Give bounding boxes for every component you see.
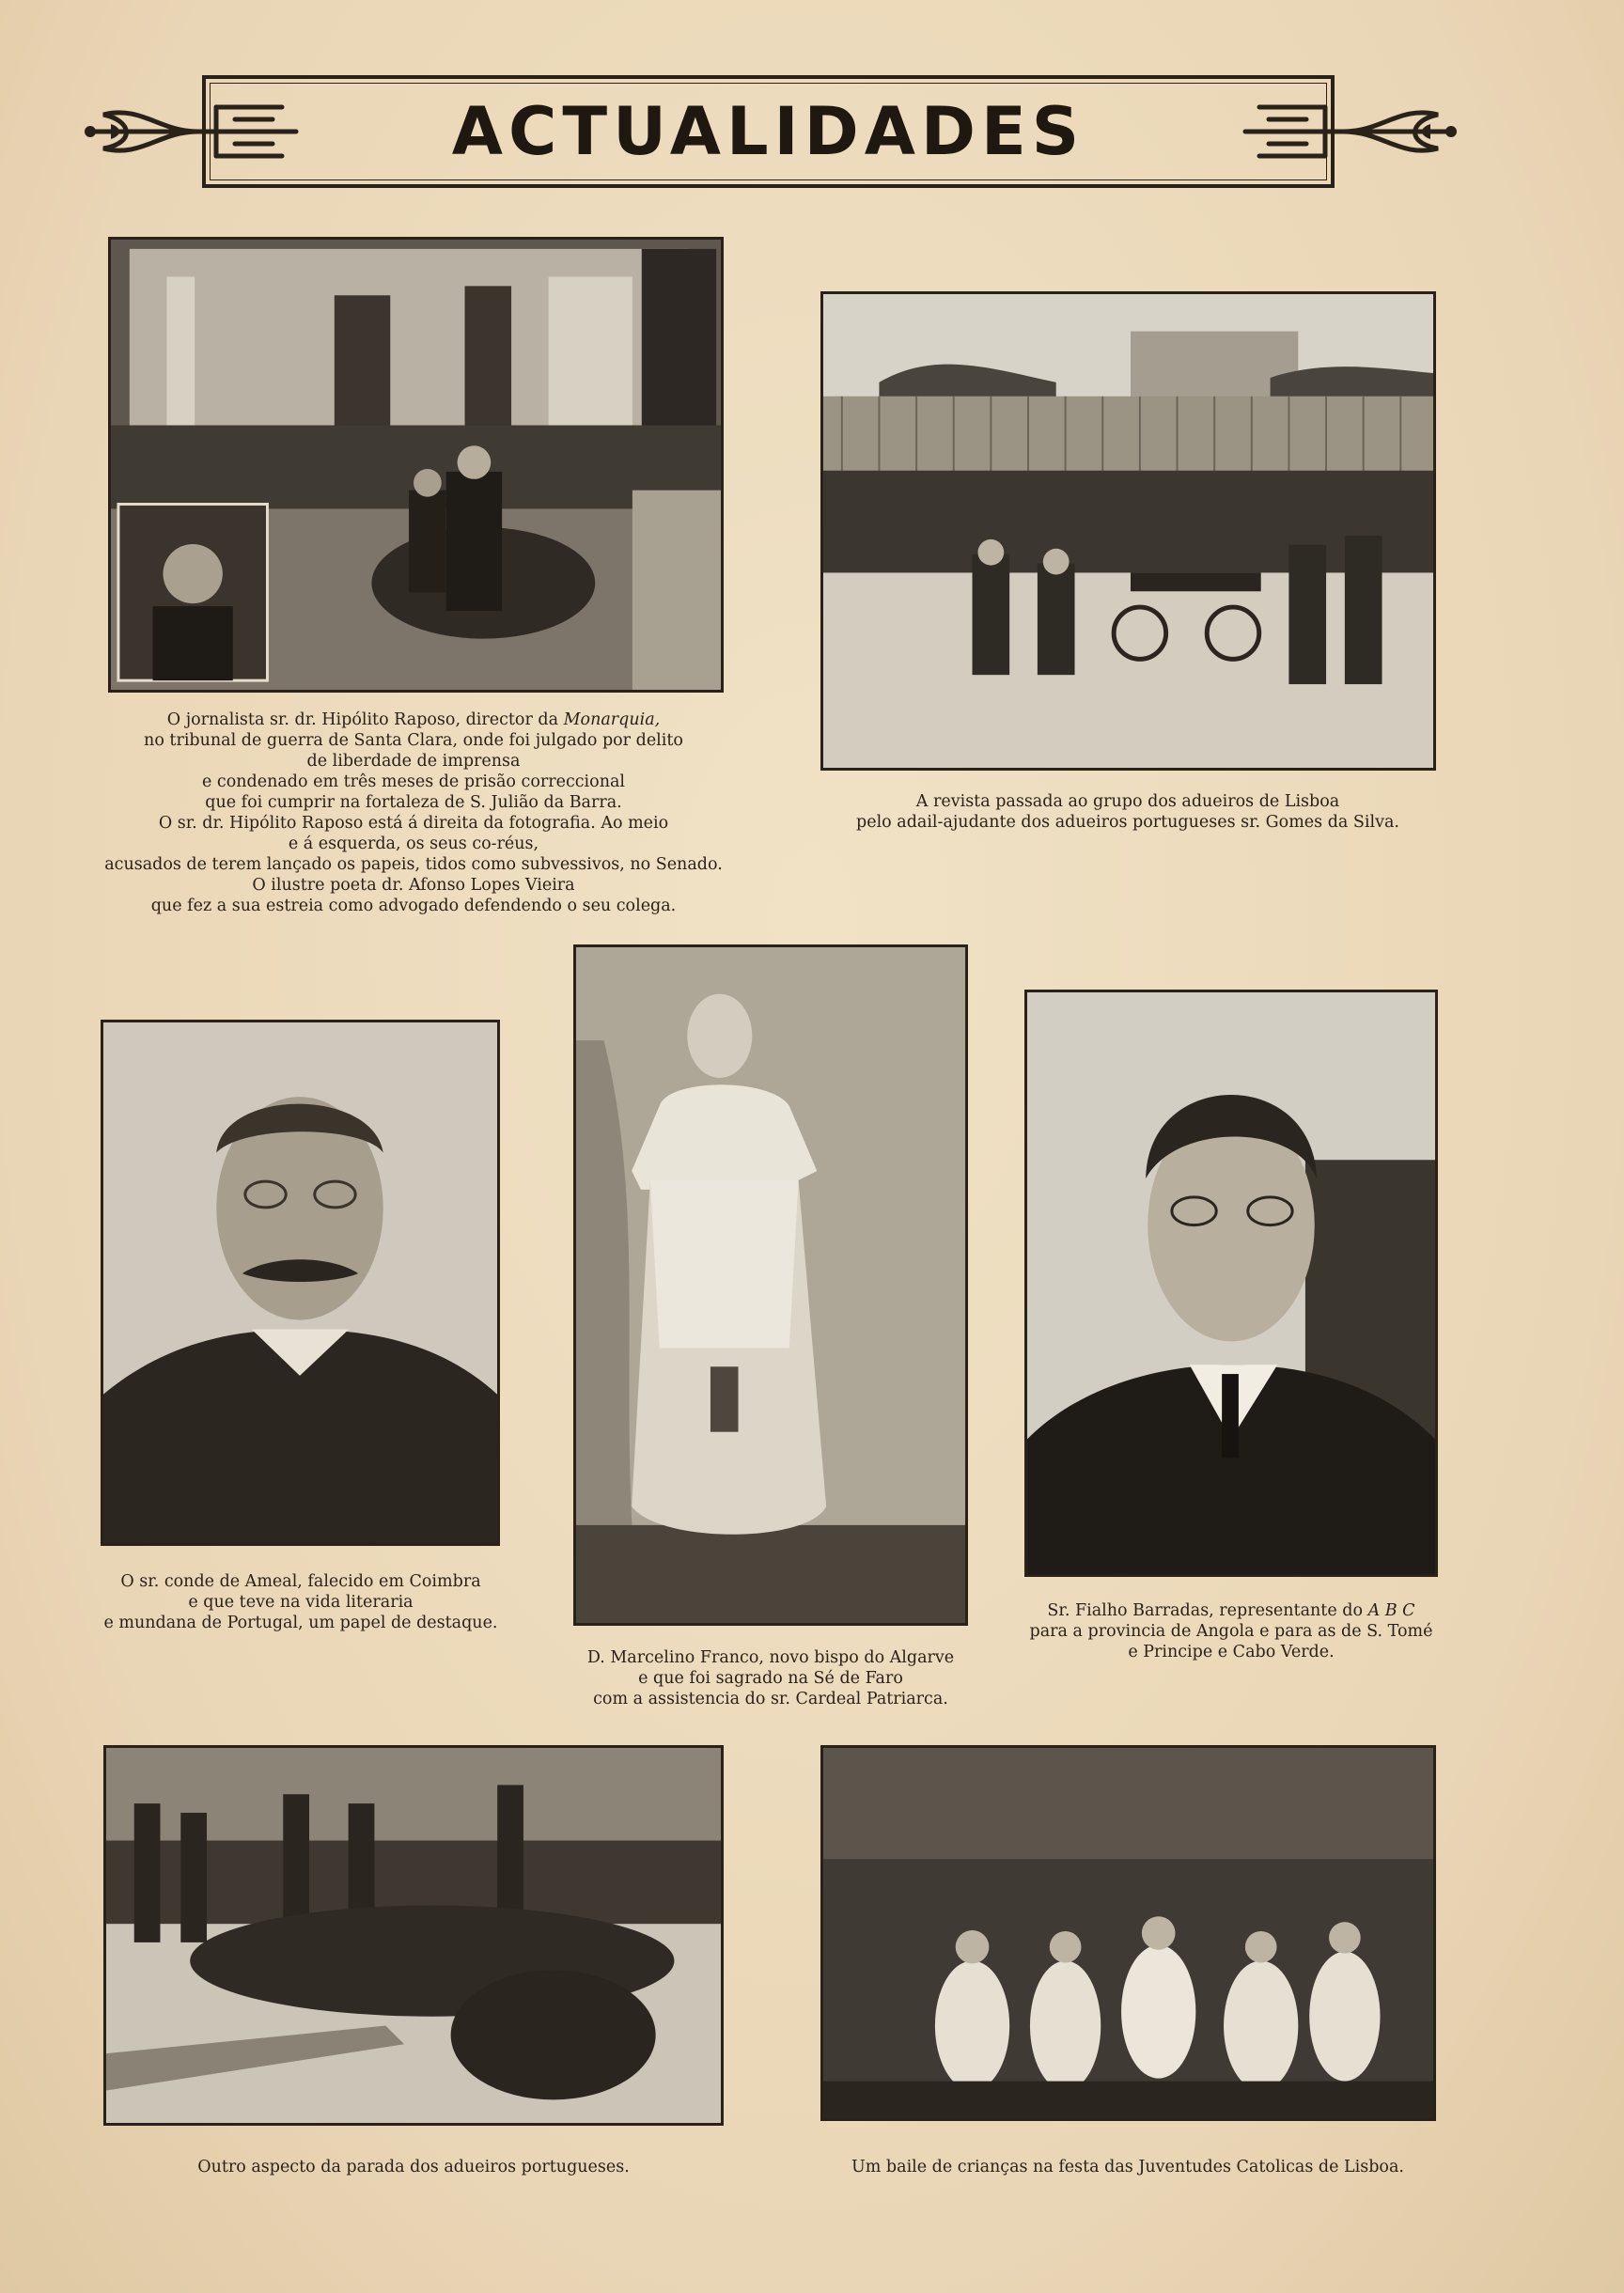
- caption-line: pelo adail-ajudante dos adueiros portugueses sr. Gomes da Silva.: [856, 813, 1399, 832]
- caption-line: acusados de terem lançado os papeis, tidos como subvessivos, no Senado.: [104, 855, 723, 874]
- baile-caption: [789, 2157, 1466, 2177]
- title-frame: [202, 75, 1335, 188]
- right-ornament-icon: [1241, 86, 1457, 177]
- conde-photo: [101, 1020, 500, 1546]
- tribunal-caption: [75, 710, 752, 916]
- fialho-caption: [996, 1600, 1466, 1662]
- caption-line: e condenado em três meses de prisão correccional: [202, 772, 625, 791]
- conde-caption: [75, 1571, 526, 1633]
- caption-line: Sr. Fialho Barradas, representante do: [1047, 1601, 1363, 1620]
- caption-italic: A B C: [1367, 1601, 1415, 1620]
- caption-line: para a provincia de Angola e para as de S. Tomé: [1029, 1622, 1433, 1641]
- caption-line: Outro aspecto da parada dos adueiros portugueses.: [197, 2158, 630, 2176]
- caption-line: O sr. conde de Ameal, falecido em Coimbra: [120, 1572, 481, 1591]
- caption-line: e que foi sagrado na Sé de Faro: [638, 1669, 903, 1688]
- bispo-photo: [573, 944, 968, 1626]
- caption-line: que foi cumprir na fortaleza de S. Julião da Barra.: [205, 793, 622, 812]
- caption-line: O sr. dr. Hipólito Raposo está á direita da fotografia. Ao meio: [158, 814, 669, 833]
- caption-line: com a assistencia do sr. Cardeal Patriarca.: [593, 1690, 948, 1708]
- fialho-photo: [1024, 990, 1438, 1577]
- caption-line: e á esquerda, os seus co-réus,: [288, 835, 539, 853]
- caption-line: D. Marcelino Franco, novo bispo do Algarve: [586, 1648, 955, 1667]
- caption-line: e mundana de Portugal, um papel de destaque.: [103, 1614, 498, 1632]
- baile-photo: [820, 1745, 1436, 2121]
- caption-line: no tribunal de guerra de Santa Clara, onde foi julgado por delito: [144, 731, 683, 750]
- page-title: ACTUALIDADES: [451, 93, 1085, 170]
- caption-line: Um baile de crianças na festa das Juventudes Catolicas de Lisboa.: [851, 2158, 1404, 2176]
- caption-line: e que teve na vida literaria: [188, 1593, 414, 1612]
- parada-caption: [85, 2157, 742, 2177]
- revista-photo: [820, 291, 1436, 771]
- bispo-caption: [545, 1647, 996, 1709]
- caption-line: O jornalista sr. dr. Hipólito Raposo, director da: [166, 710, 559, 729]
- caption-line: A revista passada ao grupo dos adueiros de Lisboa: [915, 792, 1340, 811]
- revista-caption: [789, 791, 1466, 833]
- tribunal-photo: [108, 237, 724, 693]
- caption-line: e Principe e Cabo Verde.: [1128, 1643, 1335, 1661]
- caption-line: O ilustre poeta dr. Afonso Lopes Vieira: [252, 876, 575, 895]
- parada-photo: [103, 1745, 724, 2126]
- caption-line: de liberdade de imprensa: [306, 752, 521, 771]
- caption-italic: Monarquia,: [563, 710, 661, 729]
- caption-line: que fez a sua estreia como advogado defendendo o seu colega.: [150, 897, 677, 915]
- page-header: [85, 66, 1457, 197]
